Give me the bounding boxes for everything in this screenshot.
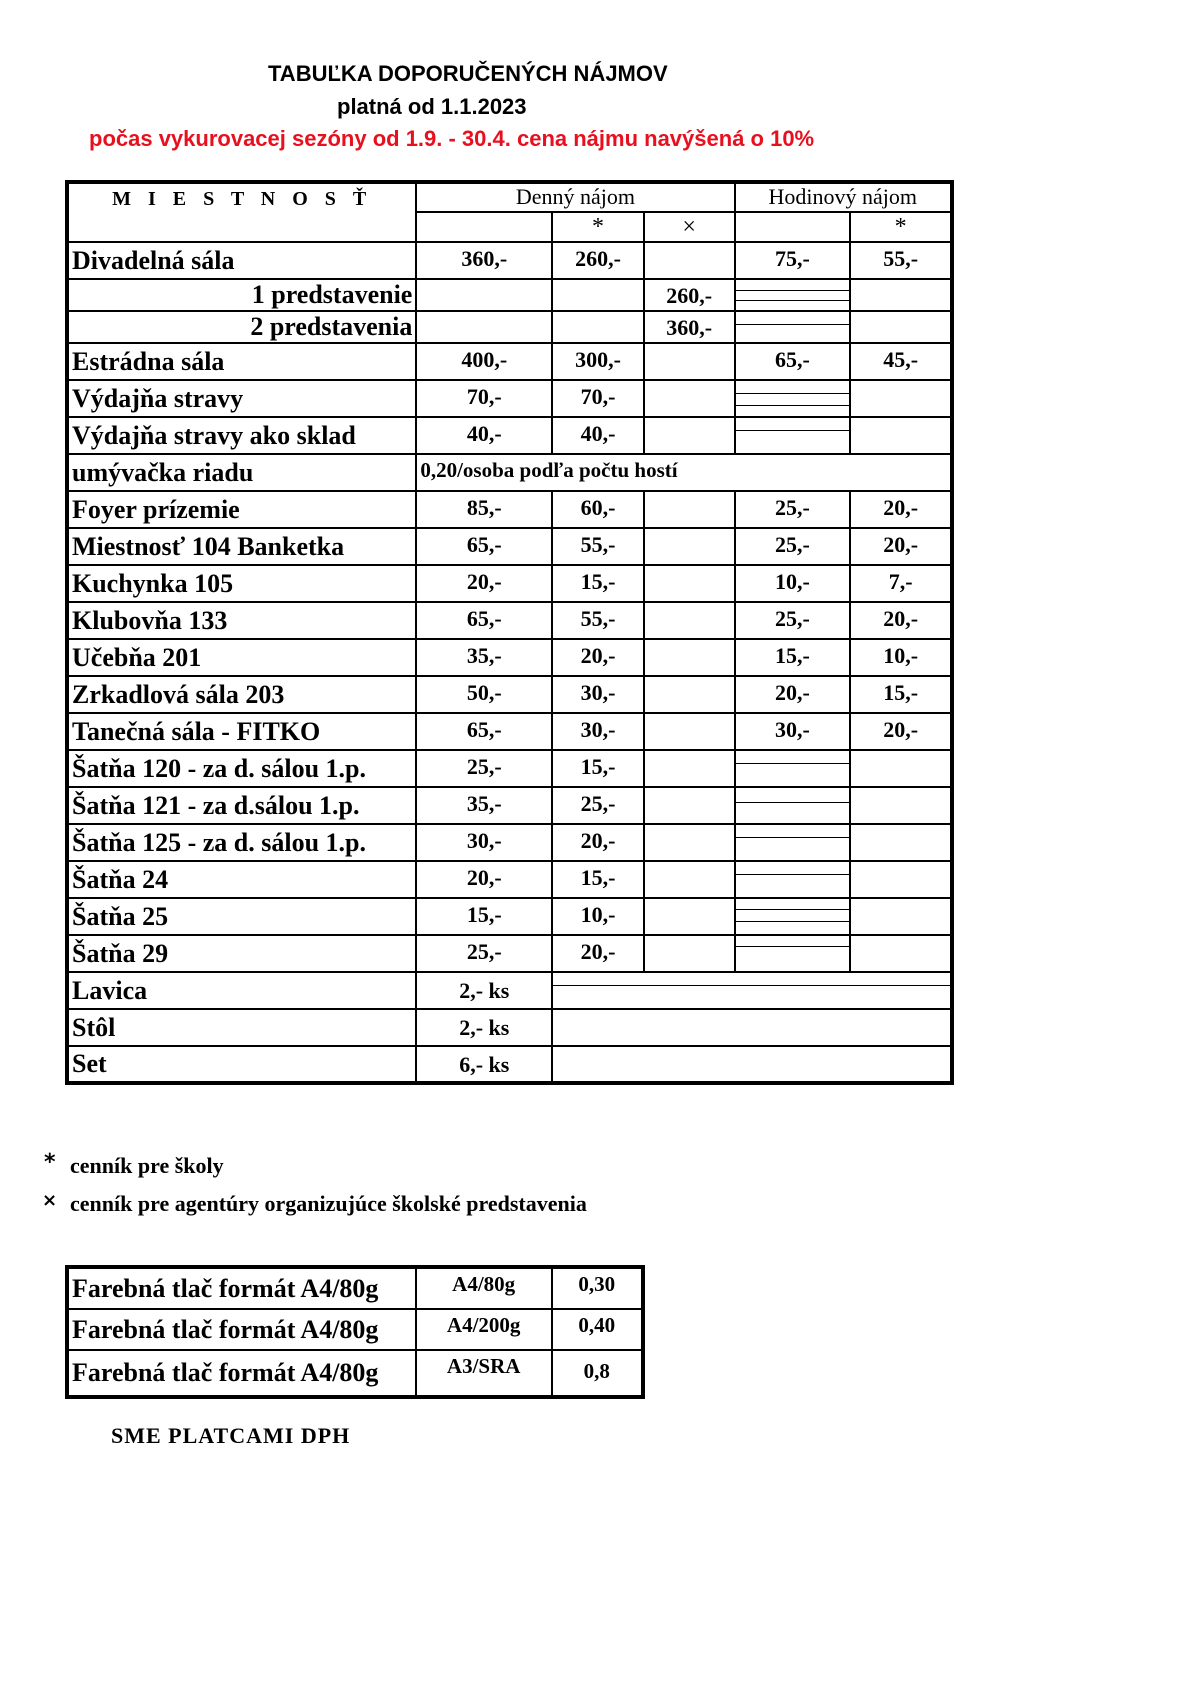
- daily-school-price: 30,-: [552, 713, 644, 750]
- daily-school-price: 20,-: [552, 639, 644, 676]
- print-item-name: Farebná tlač formát A4/80g: [67, 1267, 416, 1309]
- agency-price: [644, 676, 735, 713]
- room-name: umývačka riadu: [67, 454, 416, 491]
- daily-price: 30,-: [416, 824, 552, 861]
- daily-rent-header: Denný nájom: [416, 182, 734, 212]
- hourly-school-price: 7,-: [850, 565, 952, 602]
- empty-cell: [552, 1046, 952, 1083]
- agency-price: [644, 343, 735, 380]
- daily-price: 65,-: [416, 602, 552, 639]
- hourly-price: 25,-: [735, 491, 851, 528]
- room-name: Šatňa 29: [67, 935, 416, 972]
- hourly-school-price: 20,-: [850, 528, 952, 565]
- daily-std-subheader: [416, 212, 552, 242]
- vat-note: SME PLATCAMI DPH: [111, 1423, 351, 1448]
- hourly-school-price: [850, 311, 952, 343]
- agency-price: [644, 380, 735, 417]
- print-format: A4/200g: [416, 1309, 552, 1350]
- legend-schools: cenník pre školy: [70, 1153, 224, 1178]
- hourly-school-price: [850, 935, 952, 972]
- daily-school-price: 70,-: [552, 380, 644, 417]
- room-name: Výdajňa stravy ako sklad: [67, 417, 416, 454]
- room-name: Učebňa 201: [67, 639, 416, 676]
- asterisk-icon: *: [44, 1150, 56, 1175]
- hourly-std-subheader: [735, 212, 851, 242]
- agency-price: [644, 898, 735, 935]
- table-row: [67, 713, 952, 750]
- table-row: [67, 454, 952, 491]
- print-item-name: Farebná tlač formát A4/80g: [67, 1350, 416, 1397]
- hourly-school-subheader: *: [850, 212, 952, 242]
- agency-price: [644, 750, 735, 787]
- hourly-school-price: 55,-: [850, 242, 952, 279]
- hourly-school-price: [850, 861, 952, 898]
- unit-price: 2,- ks: [416, 1009, 552, 1046]
- room-name: Foyer prízemie: [67, 491, 416, 528]
- hourly-price: 30,-: [735, 713, 851, 750]
- daily-school-subheader: *: [552, 212, 644, 242]
- table-row: [67, 676, 952, 713]
- hourly-school-price: [850, 824, 952, 861]
- hourly-school-price: [850, 898, 952, 935]
- daily-price: 50,-: [416, 676, 552, 713]
- agency-price: [644, 417, 735, 454]
- daily-price: 15,-: [416, 898, 552, 935]
- legend-agencies: cenník pre agentúry organizujúce školské predstavenia: [70, 1191, 587, 1216]
- daily-school-price: 20,-: [552, 824, 644, 861]
- daily-school-price: [552, 279, 644, 311]
- daily-school-price: 15,-: [552, 565, 644, 602]
- valid-from: platná od 1.1.2023: [337, 94, 527, 119]
- room-name: Stôl: [67, 1009, 416, 1046]
- room-name: Miestnosť 104 Banketka: [67, 528, 416, 565]
- table-row: [67, 1046, 952, 1083]
- print-item-name: Farebná tlač formát A4/80g: [67, 1309, 416, 1350]
- hourly-price: 20,-: [735, 676, 851, 713]
- hourly-price: 15,-: [735, 639, 851, 676]
- room-name: Zrkadlová sála 203: [67, 676, 416, 713]
- daily-price: 65,-: [416, 528, 552, 565]
- agency-price: [644, 861, 735, 898]
- hourly-price: [735, 861, 851, 898]
- empty-cell: [552, 972, 952, 1009]
- agency-price: 360,-: [644, 311, 735, 343]
- table-row: [67, 1309, 643, 1350]
- table-row: [67, 639, 952, 676]
- hourly-school-price: [850, 417, 952, 454]
- daily-school-price: 55,-: [552, 602, 644, 639]
- daily-school-price: 260,-: [552, 242, 644, 279]
- table-row: [67, 787, 952, 824]
- print-price-table: [65, 1265, 645, 1399]
- room-name: Výdajňa stravy: [67, 380, 416, 417]
- agency-price: [644, 713, 735, 750]
- room-name: Šatňa 121 - za d.sálou 1.p.: [67, 787, 416, 824]
- daily-school-price: 25,-: [552, 787, 644, 824]
- empty-cell: [552, 1009, 952, 1046]
- daily-school-price: 20,-: [552, 935, 644, 972]
- document-title: TABUĽKA DOPORUČENÝCH NÁJMOV: [268, 61, 668, 86]
- hourly-price: 65,-: [735, 343, 851, 380]
- agency-price: [644, 824, 735, 861]
- daily-price: 20,-: [416, 861, 552, 898]
- room-name: Estrádna sála: [67, 343, 416, 380]
- hourly-price: [735, 311, 851, 343]
- room-name: Šatňa 120 - za d. sálou 1.p.: [67, 750, 416, 787]
- hourly-school-price: [850, 380, 952, 417]
- table-row: [67, 898, 952, 935]
- hourly-price: [735, 750, 851, 787]
- table-row: [67, 935, 952, 972]
- table-row: [67, 242, 952, 279]
- hourly-rent-header: Hodinový nájom: [735, 182, 953, 212]
- daily-school-price: 30,-: [552, 676, 644, 713]
- room-name: Tanečná sála - FITKO: [67, 713, 416, 750]
- room-name: 1 predstavenie: [67, 279, 416, 311]
- cross-icon: ×: [42, 1190, 58, 1211]
- agency-price: [644, 242, 735, 279]
- room-name: Divadelná sála: [67, 242, 416, 279]
- daily-price: 25,-: [416, 935, 552, 972]
- hourly-school-price: 15,-: [850, 676, 952, 713]
- room-name: Šatňa 25: [67, 898, 416, 935]
- table-row: [67, 972, 952, 1009]
- agency-price: [644, 528, 735, 565]
- room-name: Šatňa 125 - za d. sálou 1.p.: [67, 824, 416, 861]
- hourly-school-price: [850, 750, 952, 787]
- daily-price: 25,-: [416, 750, 552, 787]
- room-name: Klubovňa 133: [67, 602, 416, 639]
- daily-school-price: 15,-: [552, 750, 644, 787]
- daily-school-price: 55,-: [552, 528, 644, 565]
- hourly-school-price: 45,-: [850, 343, 952, 380]
- table-row: [67, 1009, 952, 1046]
- hourly-price: 10,-: [735, 565, 851, 602]
- agency-price: [644, 639, 735, 676]
- daily-price: [416, 279, 552, 311]
- unit-price: 6,- ks: [416, 1046, 552, 1083]
- daily-price: 400,-: [416, 343, 552, 380]
- daily-price: 70,-: [416, 380, 552, 417]
- hourly-price: 25,-: [735, 602, 851, 639]
- table-row: [67, 1267, 643, 1309]
- hourly-school-price: [850, 279, 952, 311]
- dishwasher-note: 0,20/osoba podľa počtu hostí: [416, 454, 952, 491]
- agency-price: [644, 787, 735, 824]
- table-row: [67, 861, 952, 898]
- table-row: [67, 380, 952, 417]
- hourly-price: [735, 824, 851, 861]
- table-row: [67, 311, 952, 343]
- hourly-price: [735, 787, 851, 824]
- daily-school-price: [552, 311, 644, 343]
- print-format: A3/SRA: [416, 1350, 552, 1397]
- daily-price: 35,-: [416, 639, 552, 676]
- daily-agency-subheader: ×: [644, 212, 735, 242]
- hourly-price: [735, 417, 851, 454]
- hourly-school-price: 10,-: [850, 639, 952, 676]
- hourly-school-price: 20,-: [850, 491, 952, 528]
- room-column-header: M I E S T N O S Ť: [67, 182, 416, 242]
- daily-price: 65,-: [416, 713, 552, 750]
- daily-school-price: 10,-: [552, 898, 644, 935]
- table-row: [67, 528, 952, 565]
- hourly-price: 75,-: [735, 242, 851, 279]
- agency-price: [644, 935, 735, 972]
- room-name: Lavica: [67, 972, 416, 1009]
- print-price: 0,8: [552, 1350, 643, 1397]
- room-name: Šatňa 24: [67, 861, 416, 898]
- table-row: [67, 343, 952, 380]
- agency-price: [644, 602, 735, 639]
- unit-price: 2,- ks: [416, 972, 552, 1009]
- table-row: [67, 491, 952, 528]
- table-row: [67, 824, 952, 861]
- table-row: [67, 279, 952, 311]
- hourly-school-price: 20,-: [850, 713, 952, 750]
- daily-price: 360,-: [416, 242, 552, 279]
- hourly-price: 25,-: [735, 528, 851, 565]
- agency-price: 260,-: [644, 279, 735, 311]
- hourly-price: [735, 279, 851, 311]
- table-row: [67, 417, 952, 454]
- room-name: Kuchynka 105: [67, 565, 416, 602]
- daily-price: [416, 311, 552, 343]
- daily-school-price: 15,-: [552, 861, 644, 898]
- table-row: [67, 1350, 643, 1397]
- room-name: Set: [67, 1046, 416, 1083]
- hourly-price: [735, 935, 851, 972]
- print-price: 0,40: [552, 1309, 643, 1350]
- daily-price: 20,-: [416, 565, 552, 602]
- print-format: A4/80g: [416, 1267, 552, 1309]
- table-row: [67, 602, 952, 639]
- print-price: 0,30: [552, 1267, 643, 1309]
- daily-school-price: 40,-: [552, 417, 644, 454]
- hourly-school-price: 20,-: [850, 602, 952, 639]
- daily-school-price: 300,-: [552, 343, 644, 380]
- room-name: 2 predstavenia: [67, 311, 416, 343]
- agency-price: [644, 565, 735, 602]
- daily-price: 40,-: [416, 417, 552, 454]
- hourly-price: [735, 380, 851, 417]
- table-row: [67, 750, 952, 787]
- daily-price: 35,-: [416, 787, 552, 824]
- season-note: počas vykurovacej sezóny od 1.9. - 30.4. cena nájmu navýšená o 10%: [89, 126, 815, 151]
- daily-price: 85,-: [416, 491, 552, 528]
- hourly-price: [735, 898, 851, 935]
- agency-price: [644, 491, 735, 528]
- hourly-school-price: [850, 787, 952, 824]
- daily-school-price: 60,-: [552, 491, 644, 528]
- table-row: [67, 565, 952, 602]
- rental-table: [65, 180, 954, 1085]
